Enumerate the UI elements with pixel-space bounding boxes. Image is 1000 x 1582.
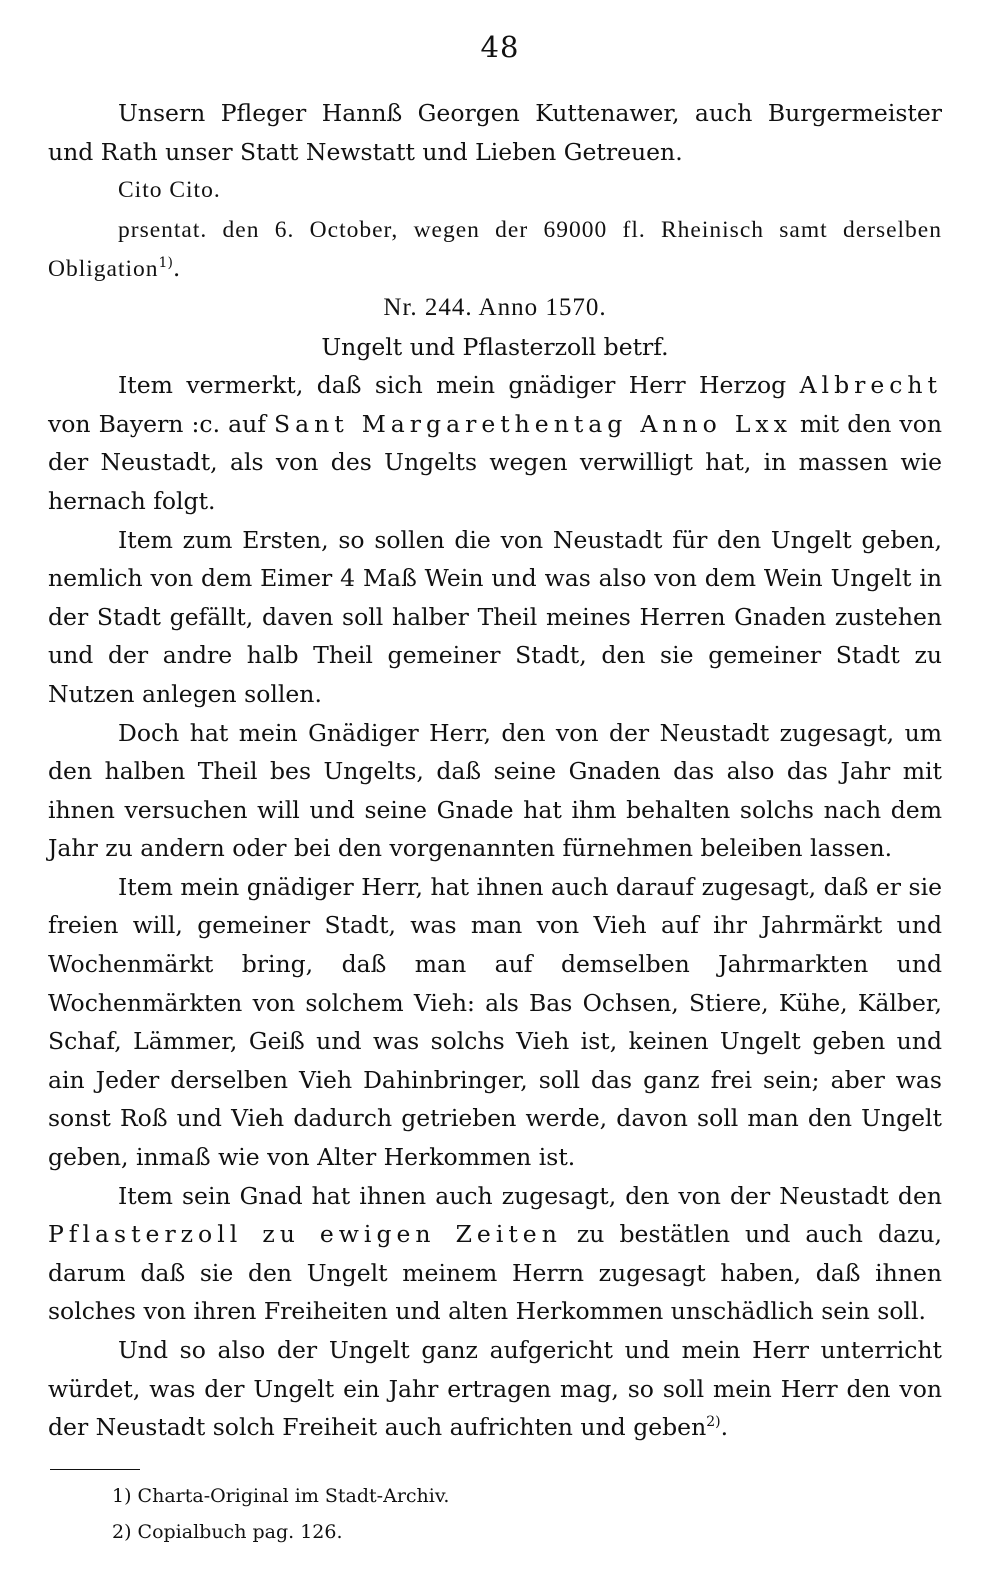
paragraph-3: Doch hat mein Gnädiger Herr, den von der Neustadt zugesagt, um den halben Theil bes Ungelts, daß seine Gnaden das also das Jahr mit ihnen versuchen will und seine Gnade hat ihm behalten solchs nach dem Jahr zu andern oder bei den vorgenannten fürnehmen beleiben lassen.	[48, 718, 942, 863]
presentation-note	[48, 210, 942, 289]
footnote-ref-2: 2)	[706, 1414, 721, 1431]
cito-line: Cito Cito.	[118, 177, 221, 204]
paragraph-1-part-c: mit den von der Neustadt, als von des Ungelts wegen verwilligt hat, in massen wie hernach folgt.	[48, 409, 942, 515]
paragraph-1-part-b: von Bayern :c. auf	[48, 409, 274, 438]
document-heading: Nr. 244. Anno 1570.	[383, 293, 607, 321]
pflasterzoll-phrase: Pflasterzoll zu ewigen Zeiten	[48, 1220, 562, 1249]
name-albrecht: Albrecht	[799, 371, 942, 400]
footnote-2: 2) Copialbuch pag. 126.	[112, 1521, 343, 1543]
footnotes	[112, 1478, 449, 1550]
footnote-divider	[50, 1469, 140, 1470]
page-number: 48	[480, 30, 520, 64]
presentation-text: prsentat. den 6. October, wegen der 69000 fl. Rheinisch samt derselben Obligation	[48, 216, 942, 283]
paragraph-2: Item zum Ersten, so sollen die von Neustadt für den Ungelt geben, nemlich von dem Eimer 4 Maß Wein und was also von dem Wein Ungelt in der Stadt gefällt, daven soll halber Theil meines Herren Gnaden zustehen und der andre halb Theil gemeiner Stadt, den sie gemeiner Stadt zu Nutzen anlegen sollen.	[48, 525, 942, 708]
page-body	[48, 94, 942, 1447]
footnote-ref-1: 1)	[158, 255, 173, 272]
paragraph-1	[48, 366, 942, 520]
paragraph-6-end: .	[720, 1413, 729, 1442]
document-subject: Ungelt und Pflasterzoll betrf.	[321, 332, 669, 361]
paragraph-1-part-a: Item vermerkt, daß sich mein gnädiger Herr Herzog	[118, 371, 800, 400]
footnote-1: 1) Charta-Original im Stadt-Archiv.	[112, 1485, 450, 1507]
presentation-end: .	[172, 254, 181, 283]
paragraph-5	[48, 1177, 942, 1331]
paragraph-5-part-a: Item sein Gnad hat ihnen auch zugesagt, den von der Neustadt den	[118, 1181, 942, 1210]
paragraph-6	[48, 1331, 942, 1447]
paragraph-5-part-b: zu bestätlen und auch dazu, darum daß sie den Ungelt meinem Herrn zugesagt haben, daß ihnen solches von ihren Freiheiten und alten Herkommen unschädlich sein soll.	[48, 1220, 942, 1326]
letter-address: Unsern Pfleger Hannß Georgen Kuttenawer, auch Burgermeister und Rath unser Statt Newstatt und Lieben Getreuen.	[48, 99, 942, 166]
date-margarethentag: Sant Margarethentag Anno Lxx	[273, 409, 792, 438]
paragraph-6-text: Und so also der Ungelt ganz aufgericht und mein Herr unterricht würdet, was der Ungelt ein Jahr ertragen mag, so soll mein Herr den von der Neustadt solch Freiheit auch aufrichten und geben	[48, 1336, 942, 1442]
paragraph-4: Item mein gnädiger Herr, hat ihnen auch darauf zugesagt, daß er sie freien will, gemeiner Stadt, was man von Vieh auf ihr Jahrmärkt und Wochenmärkt bring, daß man auf demselben Jahrmarkten und Wochenmärkten von solchem Vieh: als Bas Ochsen, Stiere, Kühe, Kälber, Schaf, Lämmer, Geiß und was solchs Vieh ist, keinen Ungelt geben und ain Jeder derselben Vieh Dahinbringer, soll das ganz frei sein; aber was sonst Roß und Vieh dadurch getrieben werde, davon soll man den Ungelt geben, inmaß wie von Alter Herkommen ist.	[48, 872, 942, 1172]
